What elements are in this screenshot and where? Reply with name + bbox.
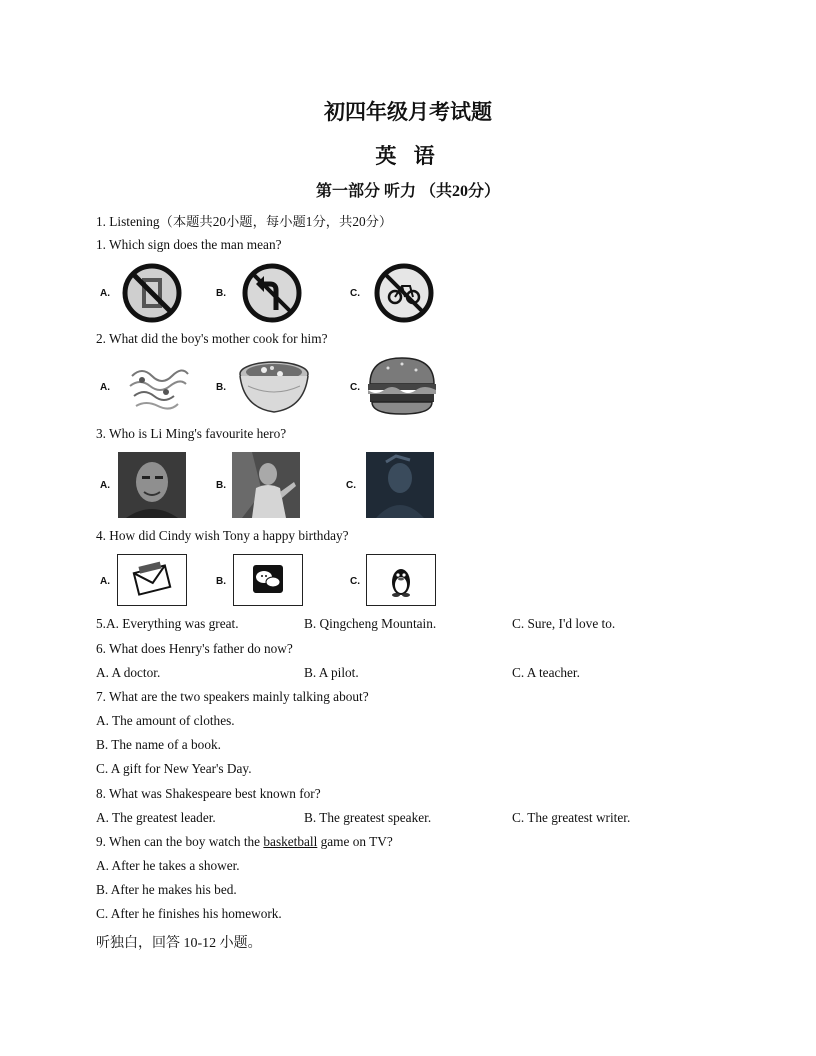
q3-options bbox=[96, 450, 716, 520]
question-1: 1. Which sign does the man mean? bbox=[96, 237, 282, 252]
q6-option-c: C. A teacher. bbox=[512, 665, 580, 680]
q8-option-c: C. The greatest writer. bbox=[512, 810, 631, 825]
monologue-instruction: 听独白，回答 10-12 小题。 bbox=[96, 936, 262, 951]
q9-option-a: A. After he takes a shower. bbox=[96, 858, 240, 873]
qq-penguin-icon bbox=[367, 555, 435, 605]
q1-option-b-label: B. bbox=[216, 288, 226, 299]
q9-option-b: B. After he makes his bed. bbox=[96, 882, 237, 897]
q9-underlined-word: basketball bbox=[263, 834, 318, 849]
section-intro: 1. Listening（本题共20小题，每小题1分，共20分） bbox=[96, 214, 393, 229]
q4-option-a-label: A. bbox=[100, 576, 110, 587]
q9-text-before: 9. When can the boy watch the bbox=[96, 834, 264, 849]
q6-option-b: B. A pilot. bbox=[304, 665, 359, 680]
portrait-man-icon bbox=[118, 452, 186, 518]
q3-option-b-label: B. bbox=[216, 480, 226, 491]
question-2: 2. What did the boy's mother cook for him? bbox=[96, 331, 328, 346]
q5-option-a: 5.A. Everything was great. bbox=[96, 616, 239, 631]
q2-option-b-label: B. bbox=[216, 382, 226, 393]
question-4: 4. How did Cindy wish Tony a happy birthday? bbox=[96, 528, 349, 543]
q9-option-c: C. After he finishes his homework. bbox=[96, 906, 282, 921]
rice-bowl-icon bbox=[236, 356, 312, 418]
q6-option-a: A. A doctor. bbox=[96, 665, 161, 680]
no-bicycle-sign-icon bbox=[374, 262, 434, 324]
q5-option-c: C. Sure, I'd love to. bbox=[512, 616, 616, 631]
q5-option-b: B. Qingcheng Mountain. bbox=[304, 616, 437, 631]
q4-option-c-label: C. bbox=[350, 576, 360, 587]
subject-title: 英 语 bbox=[375, 144, 441, 168]
question-6: 6. What does Henry's father do now? bbox=[96, 641, 293, 656]
q7-option-c: C. A gift for New Year's Day. bbox=[96, 761, 252, 776]
q3-option-a-label: A. bbox=[100, 480, 110, 491]
q3-option-c-label: C. bbox=[346, 480, 356, 491]
portrait-soldier-icon bbox=[232, 452, 300, 518]
wechat-option-box bbox=[233, 554, 303, 606]
email-icon bbox=[118, 555, 186, 605]
no-left-turn-sign-icon bbox=[242, 262, 302, 324]
q8-option-b: B. The greatest speaker. bbox=[304, 810, 432, 825]
q7-option-a: A. The amount of clothes. bbox=[96, 713, 235, 728]
question-3: 3. Who is Li Ming's favourite hero? bbox=[96, 426, 287, 441]
question-7: 7. What are the two speakers mainly talking about? bbox=[96, 689, 369, 704]
hamburger-icon bbox=[366, 356, 438, 418]
q1-option-c-label: C. bbox=[350, 288, 360, 299]
q2-option-c-label: C. bbox=[350, 382, 360, 393]
q2-option-a-label: A. bbox=[100, 382, 110, 393]
question-8: 8. What was Shakespeare best known for? bbox=[96, 786, 321, 801]
q4-option-b-label: B. bbox=[216, 576, 226, 587]
q1-options bbox=[96, 260, 716, 330]
no-parking-sign-icon bbox=[122, 262, 182, 324]
exam-title: 初四年级月考试题 bbox=[324, 100, 492, 124]
q1-option-a-label: A. bbox=[100, 288, 110, 299]
q9-text-after: game on TV? bbox=[317, 834, 393, 849]
email-option-box bbox=[117, 554, 187, 606]
q2-options bbox=[96, 354, 716, 424]
q7-option-b: B. The name of a book. bbox=[96, 737, 221, 752]
q8-option-a: A. The greatest leader. bbox=[96, 810, 216, 825]
qq-option-box bbox=[366, 554, 436, 606]
wechat-icon bbox=[234, 555, 302, 605]
part-title: 第一部分 听力 （共20分） bbox=[315, 183, 500, 200]
portrait-dark-icon bbox=[366, 452, 434, 518]
q4-options bbox=[96, 552, 716, 622]
question-9 bbox=[96, 834, 393, 850]
noodles-icon bbox=[122, 358, 194, 418]
